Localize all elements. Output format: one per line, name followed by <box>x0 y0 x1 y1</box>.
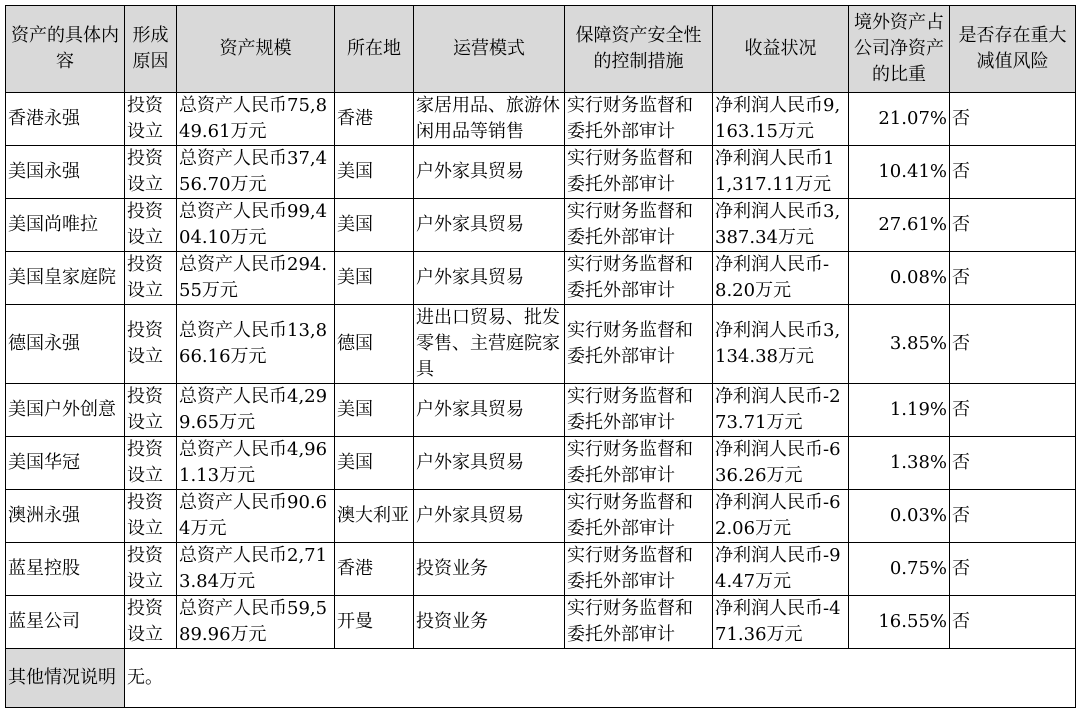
location-cell: 香港 <box>335 93 414 146</box>
table-row <box>6 543 1076 596</box>
control-cell: 实行财务监督和委托外部审计 <box>565 146 713 199</box>
asset-name-cell: 德国永强 <box>6 305 125 384</box>
overseas-assets-table <box>5 5 1076 708</box>
asset-name-cell: 蓝星公司 <box>6 596 125 649</box>
table-row <box>6 93 1076 146</box>
mode-cell: 家居用品、旅游休闲用品等销售 <box>414 93 565 146</box>
control-cell: 实行财务监督和委托外部审计 <box>565 199 713 252</box>
other-info-value: 无。 <box>125 649 1076 708</box>
location-cell: 德国 <box>335 305 414 384</box>
table-row <box>6 252 1076 305</box>
table-row <box>6 146 1076 199</box>
table-row <box>6 437 1076 490</box>
header-mode: 运营模式 <box>414 6 565 93</box>
risk-cell: 否 <box>950 596 1076 649</box>
income-cell: 净利润人民币-94.47万元 <box>713 543 849 596</box>
risk-cell: 否 <box>950 384 1076 437</box>
asset-name-cell: 澳洲永强 <box>6 490 125 543</box>
income-cell: 净利润人民币3,387.34万元 <box>713 199 849 252</box>
risk-cell: 否 <box>950 146 1076 199</box>
risk-cell: 否 <box>950 305 1076 384</box>
header-location: 所在地 <box>335 6 414 93</box>
scale-cell: 总资产人民币90.64万元 <box>177 490 335 543</box>
risk-cell: 否 <box>950 490 1076 543</box>
income-cell: 净利润人民币11,317.11万元 <box>713 146 849 199</box>
income-cell: 净利润人民币9,163.15万元 <box>713 93 849 146</box>
control-cell: 实行财务监督和委托外部审计 <box>565 305 713 384</box>
mode-cell: 户外家具贸易 <box>414 490 565 543</box>
risk-cell: 否 <box>950 199 1076 252</box>
income-cell: 净利润人民币-8.20万元 <box>713 252 849 305</box>
asset-name-cell: 美国尚唯拉 <box>6 199 125 252</box>
mode-cell: 投资业务 <box>414 596 565 649</box>
reason-cell: 投资设立 <box>125 490 177 543</box>
asset-name-cell: 蓝星控股 <box>6 543 125 596</box>
scale-cell: 总资产人民币294.55万元 <box>177 252 335 305</box>
table-row <box>6 305 1076 384</box>
reason-cell: 投资设立 <box>125 199 177 252</box>
location-cell: 开曼 <box>335 596 414 649</box>
table-row <box>6 596 1076 649</box>
control-cell: 实行财务监督和委托外部审计 <box>565 596 713 649</box>
location-cell: 美国 <box>335 384 414 437</box>
location-cell: 美国 <box>335 252 414 305</box>
scale-cell: 总资产人民币2,713.84万元 <box>177 543 335 596</box>
mode-cell: 户外家具贸易 <box>414 384 565 437</box>
reason-cell: 投资设立 <box>125 146 177 199</box>
risk-cell: 否 <box>950 252 1076 305</box>
header-scale: 资产规模 <box>177 6 335 93</box>
ratio-cell: 27.61% <box>849 199 950 252</box>
ratio-cell: 16.55% <box>849 596 950 649</box>
header-asset-content: 资产的具体内容 <box>6 6 125 93</box>
ratio-cell: 21.07% <box>849 93 950 146</box>
asset-name-cell: 香港永强 <box>6 93 125 146</box>
location-cell: 澳大利亚 <box>335 490 414 543</box>
control-cell: 实行财务监督和委托外部审计 <box>565 384 713 437</box>
reason-cell: 投资设立 <box>125 93 177 146</box>
location-cell: 美国 <box>335 199 414 252</box>
control-cell: 实行财务监督和委托外部审计 <box>565 93 713 146</box>
mode-cell: 进出口贸易、批发零售、主营庭院家具 <box>414 305 565 384</box>
risk-cell: 否 <box>950 93 1076 146</box>
scale-cell: 总资产人民币99,404.10万元 <box>177 199 335 252</box>
ratio-cell: 1.38% <box>849 437 950 490</box>
reason-cell: 投资设立 <box>125 252 177 305</box>
mode-cell: 户外家具贸易 <box>414 437 565 490</box>
control-cell: 实行财务监督和委托外部审计 <box>565 437 713 490</box>
ratio-cell: 1.19% <box>849 384 950 437</box>
header-ratio: 境外资产占公司净资产的比重 <box>849 6 950 93</box>
table-row <box>6 199 1076 252</box>
table-row <box>6 384 1076 437</box>
income-cell: 净利润人民币-636.26万元 <box>713 437 849 490</box>
ratio-cell: 0.08% <box>849 252 950 305</box>
ratio-cell: 0.03% <box>849 490 950 543</box>
risk-cell: 否 <box>950 437 1076 490</box>
location-cell: 美国 <box>335 437 414 490</box>
header-income: 收益状况 <box>713 6 849 93</box>
location-cell: 美国 <box>335 146 414 199</box>
reason-cell: 投资设立 <box>125 437 177 490</box>
ratio-cell: 3.85% <box>849 305 950 384</box>
header-row <box>6 6 1076 93</box>
location-cell: 香港 <box>335 543 414 596</box>
scale-cell: 总资产人民币4,299.65万元 <box>177 384 335 437</box>
ratio-cell: 0.75% <box>849 543 950 596</box>
mode-cell: 户外家具贸易 <box>414 199 565 252</box>
scale-cell: 总资产人民币75,849.61万元 <box>177 93 335 146</box>
control-cell: 实行财务监督和委托外部审计 <box>565 490 713 543</box>
reason-cell: 投资设立 <box>125 305 177 384</box>
income-cell: 净利润人民币-273.71万元 <box>713 384 849 437</box>
control-cell: 实行财务监督和委托外部审计 <box>565 543 713 596</box>
table-row <box>6 490 1076 543</box>
header-control: 保障资产安全性的控制措施 <box>565 6 713 93</box>
income-cell: 净利润人民币3,134.38万元 <box>713 305 849 384</box>
income-cell: 净利润人民币-471.36万元 <box>713 596 849 649</box>
asset-name-cell: 美国华冠 <box>6 437 125 490</box>
header-reason: 形成原因 <box>125 6 177 93</box>
asset-name-cell: 美国皇家庭院 <box>6 252 125 305</box>
ratio-cell: 10.41% <box>849 146 950 199</box>
scale-cell: 总资产人民币13,866.16万元 <box>177 305 335 384</box>
header-risk: 是否存在重大减值风险 <box>950 6 1076 93</box>
reason-cell: 投资设立 <box>125 596 177 649</box>
asset-name-cell: 美国户外创意 <box>6 384 125 437</box>
scale-cell: 总资产人民币37,456.70万元 <box>177 146 335 199</box>
reason-cell: 投资设立 <box>125 384 177 437</box>
control-cell: 实行财务监督和委托外部审计 <box>565 252 713 305</box>
mode-cell: 户外家具贸易 <box>414 146 565 199</box>
mode-cell: 户外家具贸易 <box>414 252 565 305</box>
risk-cell: 否 <box>950 543 1076 596</box>
scale-cell: 总资产人民币4,961.13万元 <box>177 437 335 490</box>
income-cell: 净利润人民币-62.06万元 <box>713 490 849 543</box>
asset-name-cell: 美国永强 <box>6 146 125 199</box>
other-info-row <box>6 649 1076 708</box>
scale-cell: 总资产人民币59,589.96万元 <box>177 596 335 649</box>
mode-cell: 投资业务 <box>414 543 565 596</box>
other-info-label: 其他情况说明 <box>6 649 125 708</box>
reason-cell: 投资设立 <box>125 543 177 596</box>
